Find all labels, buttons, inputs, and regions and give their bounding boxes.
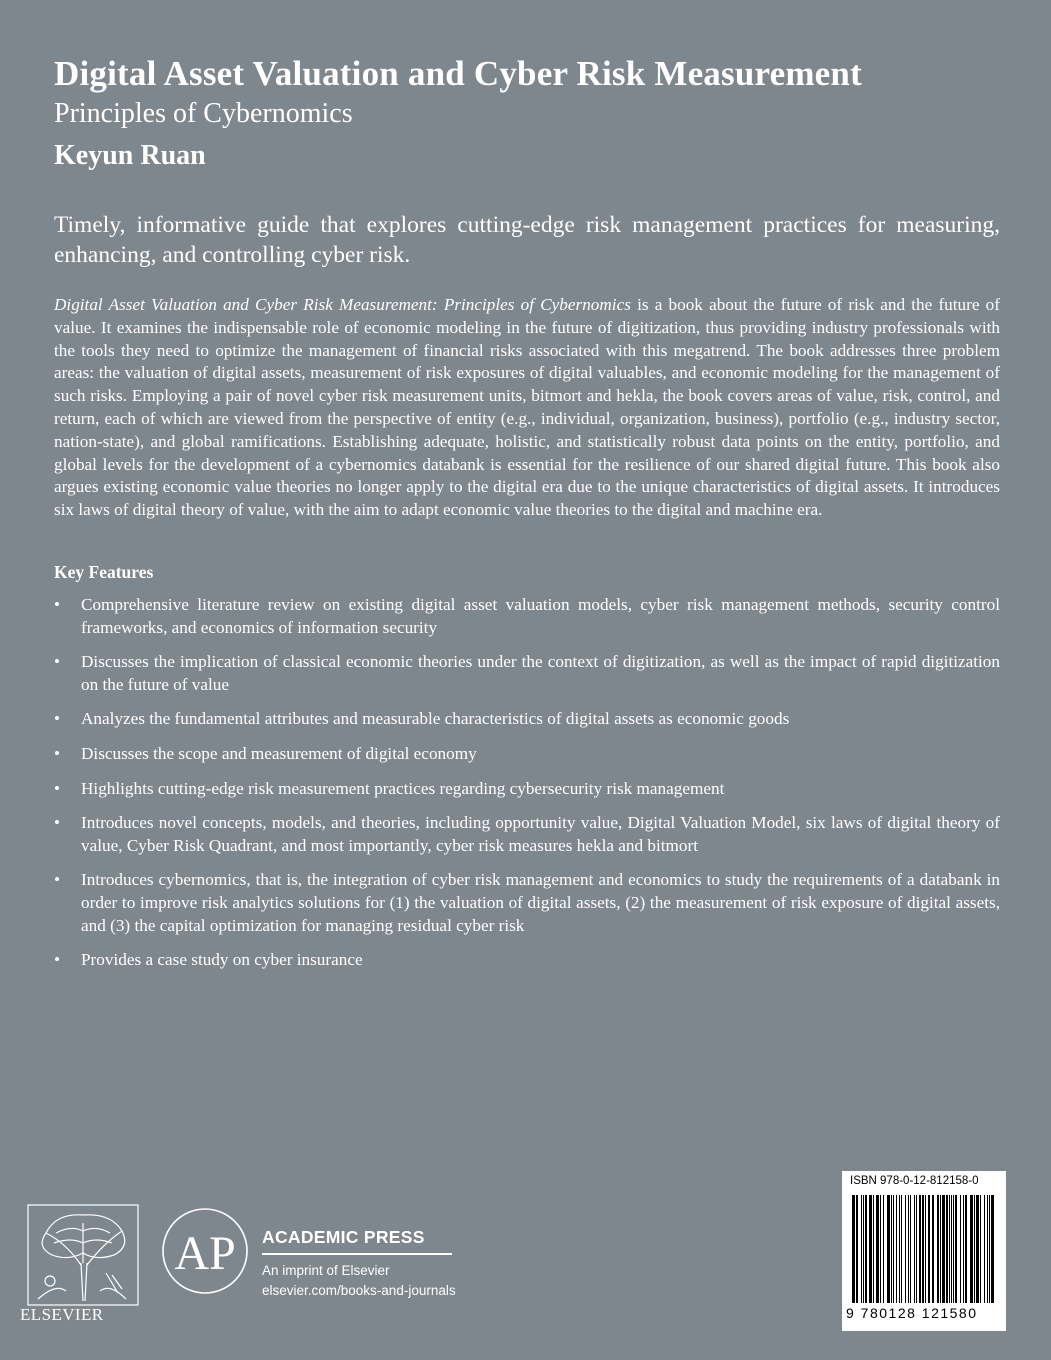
bullet-icon: •: [54, 652, 61, 672]
barcode-bar: [960, 1195, 961, 1303]
barcode-bar: [925, 1195, 926, 1303]
barcode-bar: [940, 1195, 941, 1303]
barcode-bar: [869, 1195, 872, 1303]
key-feature-item: • Discusses the scope and measurement of digital economy: [54, 743, 1000, 766]
barcode-bar: [946, 1195, 948, 1303]
book-subtitle: Principles of Cybernomics: [54, 98, 353, 129]
isbn-number: ISBN 978-0-12-812158-0: [850, 1175, 979, 1187]
barcode-bar: [987, 1195, 988, 1303]
barcode-bar: [980, 1195, 981, 1303]
barcode-bar: [963, 1195, 964, 1303]
key-feature-item: • Analyzes the fundamental attributes and measurable characteristics of digital assets as economic goods: [54, 708, 1000, 731]
barcode-bar: [861, 1195, 862, 1303]
key-feature-item: • Introduces cybernomics, that is, the integration of cyber risk management and economics to study the requirements of a databank in order to improve risk analytics solutions for (1) the valuation of digital assets, (2) the measurement of risk exposure of digital assets, and (3) the capital optimization for managing residual cyber risk: [54, 870, 1000, 935]
barcode-bar: [928, 1195, 930, 1303]
key-features-heading: Key Features: [54, 561, 154, 582]
bullet-icon: •: [54, 813, 61, 833]
key-feature-item: • Provides a case study on cyber insurance: [54, 949, 1000, 972]
barcode-bar: [965, 1195, 967, 1303]
barcode-bar: [984, 1195, 985, 1303]
barcode-bar: [991, 1195, 994, 1303]
barcode-bar: [852, 1195, 855, 1303]
barcode-bar: [919, 1195, 921, 1303]
barcode-bar: [901, 1195, 902, 1303]
barcode-bar: [883, 1195, 884, 1303]
bullet-icon: •: [54, 743, 61, 763]
divider: [262, 1253, 452, 1255]
key-feature-item: • Highlights cutting-edge risk measurement practices regarding cybersecurity risk management: [54, 778, 1000, 801]
barcode-bar: [976, 1195, 979, 1303]
description-italic-title: Digital Asset Valuation and Cyber Risk Measurement: Principles of Cybernomics: [54, 295, 631, 314]
academic-press-logo-icon: [158, 1203, 252, 1315]
barcode-bar: [914, 1195, 915, 1303]
barcode-bar: [856, 1195, 858, 1303]
description-text: is a book about the future of risk and the future of value. It examines the indispensable role of economic modeling in the future of digitization, thus providing industry professionals with the tools they need to optimize the management of financial risks associated with this megatrend. The book addresses three problem areas: the valuation of digital assets, measurement of risk exposures of digital valuables, and economic modeling for the management of such risks. Employing a pair of novel cyber risk measurement units, bitmort and hekla, the book covers areas of value, risk, control, and return, each of which are viewed from the perspective of entity (e.g., individual, organization, business), portfolio (e.g., industry sector, nation-state), and global ramifications. Establishing adequate, holistic, and statistically robust data points on the entity, portfolio, and global levels for the development of a cybernomics databank is essential for the resilience of our shared digital future. This book also argues existing economic value theories no longer apply to the digital era due to the unique characteristics of digital assets. It introduces six laws of digital theory of value, with the aim to adapt economic value theories to the digital and machine era.: [54, 295, 1000, 520]
key-features-list: [54, 594, 1000, 972]
key-feature-item: • Discusses the implication of classical economic theories under the context of digitization, as well as the impact of rapid digitization on the future of value: [54, 652, 1000, 694]
barcode-bar: [949, 1195, 950, 1303]
bullet-icon: •: [54, 778, 61, 798]
barcode-bar: [942, 1195, 945, 1303]
key-feature-item: • Comprehensive literature review on existing digital asset valuation models, cyber risk management methods, security control frameworks, and economics of information security: [54, 594, 1000, 637]
publisher-footer: [0, 1175, 1051, 1355]
barcode-bar: [953, 1195, 954, 1303]
book-title: Digital Asset Valuation and Cyber Risk Measurement: [54, 54, 862, 93]
barcode-bar: [905, 1195, 906, 1303]
academic-press-name: ACADEMIC PRESS: [262, 1227, 425, 1247]
description-paragraph: [54, 294, 1000, 522]
barcode-bar: [932, 1195, 934, 1303]
bullet-icon: •: [54, 594, 61, 614]
barcode-bar: [887, 1195, 890, 1303]
barcode-bar: [910, 1195, 911, 1303]
bullet-icon: •: [54, 950, 61, 970]
barcode-bar: [970, 1195, 973, 1303]
barcode-bar: [955, 1195, 957, 1303]
barcode-bar: [951, 1195, 952, 1303]
imprint-text: An imprint of Elsevier: [262, 1263, 390, 1278]
barcode-bar: [922, 1195, 924, 1303]
author-name: Keyun Ruan: [54, 140, 206, 171]
barcode-bar: [899, 1195, 900, 1303]
back-cover: [54, 52, 1000, 984]
barcode-bars: [852, 1195, 996, 1303]
bullet-icon: •: [54, 709, 61, 729]
barcode-bar: [974, 1195, 975, 1303]
elsevier-tree-logo-icon: [26, 1203, 140, 1307]
barcode-bar: [989, 1195, 990, 1303]
elsevier-wordmark: ELSEVIER: [20, 1305, 104, 1324]
barcode-bar: [873, 1195, 874, 1303]
key-feature-item: • Introduces novel concepts, models, and theories, including opportunity value, Digital Valuation Model, six laws of digital theory of value, Cyber Risk Quadrant, and most importantly, cyber risk measures hekla and bitmort: [54, 813, 1000, 855]
barcode-bar: [863, 1195, 864, 1303]
barcode-digits: 9 780128 121580: [846, 1305, 978, 1321]
publisher-url: elsevier.com/books-and-journals: [262, 1283, 456, 1298]
barcode-bar: [916, 1195, 917, 1303]
barcode-bar: [891, 1195, 892, 1303]
ap-monogram: AP: [174, 1227, 236, 1280]
barcode-bar: [876, 1195, 879, 1303]
barcode-bar: [896, 1195, 897, 1303]
lede-paragraph: Timely, informative guide that explores cutting-edge risk management practices for measuring, enhancing, and controlling cyber risk.: [54, 212, 1000, 268]
barcode-bar: [865, 1195, 867, 1303]
barcode-bar: [893, 1195, 894, 1303]
barcode-bar: [937, 1195, 939, 1303]
bullet-icon: •: [54, 870, 61, 890]
barcode-bar: [908, 1195, 909, 1303]
isbn-barcode: [842, 1171, 1006, 1331]
barcode-bar: [880, 1195, 881, 1303]
